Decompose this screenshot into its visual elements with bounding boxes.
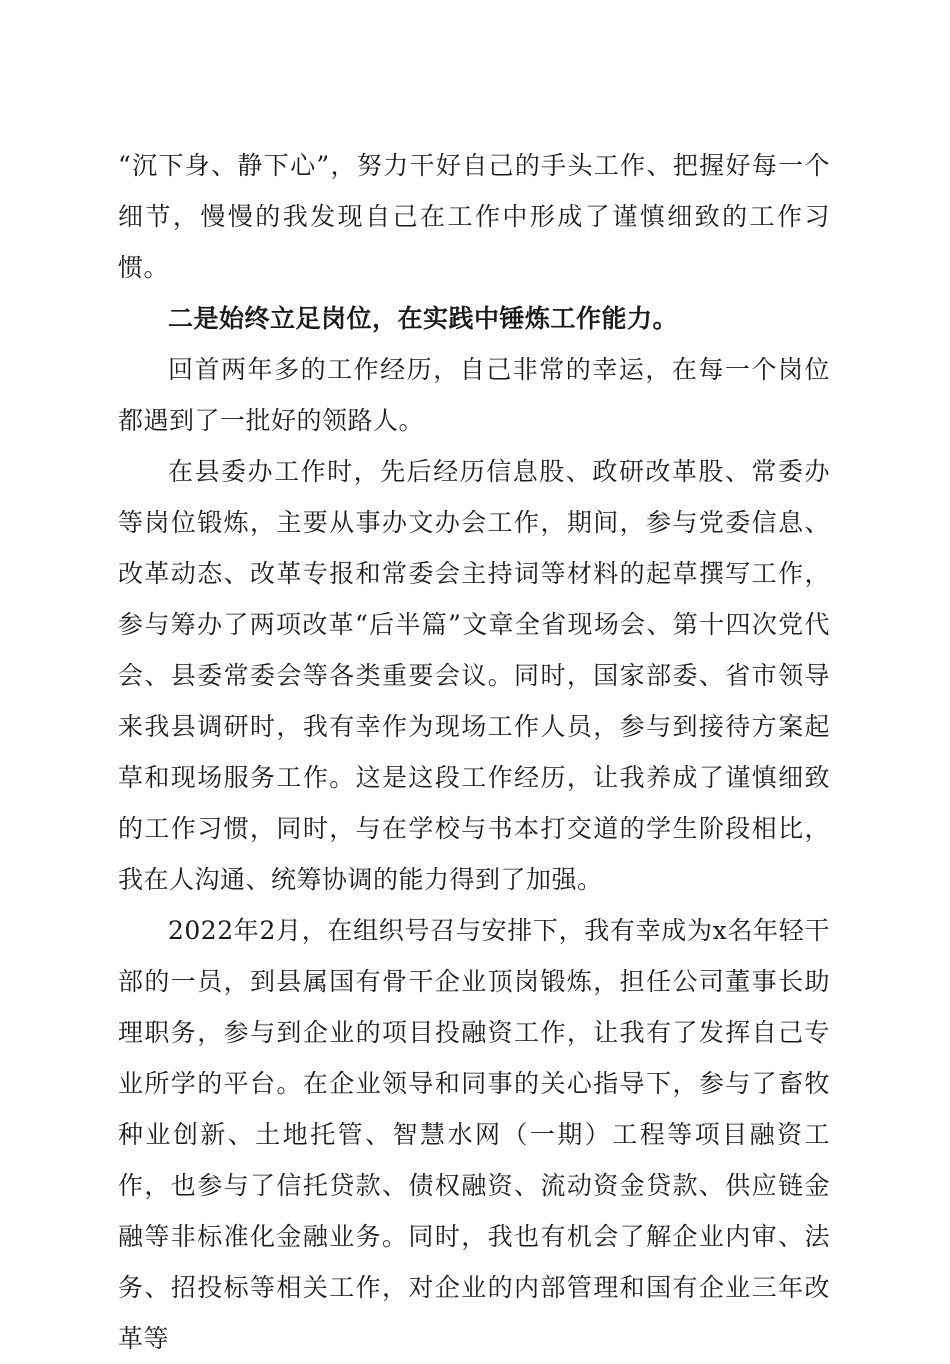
document-body [118,140,830,1364]
section-heading: 二是始终立足岗位，在实践中锤炼工作能力。 [168,304,679,333]
paragraph-county-office: 在县委办工作时，先后经历信息股、政研改革股、常委办等岗位锻炼，主要从事办文办会工作，期间，参与党委信息、改革动态、改革专报和常委会主持词等材料的起草撰写工作，参与筹办了两项改革“后半篇”文章全省现场会、第十四次党代会、县委常委会等各类重要会议。同时，国家部委、省市领导来我县调研时，我有幸作为现场工作人员，参与到接待方案起草和现场服务工作。这是这段工作经历，让我养成了谨慎细致的工作习惯，同时，与在学校与书本打交道的学生阶段相比，我在人沟通、统筹协调的能力得到了加强。 [118,457,830,894]
paragraph-continuation: “沉下身、静下心”，努力干好自己的手头工作、把握好每一个细节，慢慢的我发现自己在工作中形成了谨慎细致的工作习惯。 [118,151,830,282]
paragraph-review: 回首两年多的工作经历，自己非常的幸运，在每一个岗位都遇到了一批好的领路人。 [118,355,830,435]
paragraph-enterprise: 2022年2月，在组织号召与安排下，我有幸成为x名年轻干部的一员，到县属国有骨干企业顶岗锻炼，担任公司董事长助理职务，参与到企业的项目投融资工作，让我有了发挥自己专业所学的平台。在企业领导和同事的关心指导下，参与了畜牧种业创新、土地托管、智慧水网（一期）工程等项目融资工作，也参与了信托贷款、债权融资、流动资金贷款、供应链金融等非标准化金融业务。同时，我也有机会了解企业内审、法务、招投标等相关工作，对企业的内部管理和国有企业三年改革等 [118,916,830,1353]
